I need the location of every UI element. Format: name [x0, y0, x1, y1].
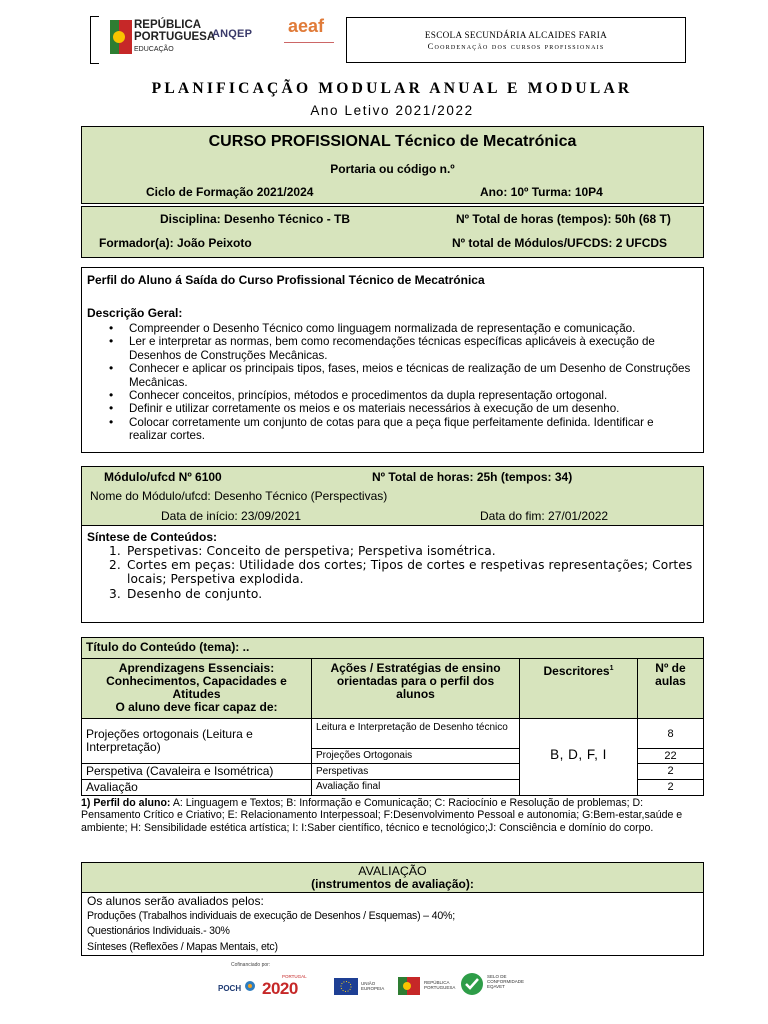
evaluation-title: AVALIAÇÃO	[358, 864, 427, 878]
school-name: ESCOLA SECUNDÁRIA ALCAIDES FARIA	[424, 30, 608, 40]
module-header	[82, 467, 703, 526]
profile-item: • Conhecer e aplicar os principais tipos, fases, meios e técnicas de realização de um Desenho de Construções Mecânicas.	[82, 362, 697, 389]
table-row-aulas: 22	[638, 749, 703, 764]
portugal-flag-icon	[398, 977, 420, 995]
portugal2020-logo: PORTUGAL 2020	[262, 974, 307, 998]
profile-item: • Ler e interpretar as normas, bem como recomendações técnicas específicas aplicáveis à execução de Desenhos de Construções Mecânicas.	[82, 335, 697, 362]
page-title: PLANIFICAÇÃO MODULAR ANUAL E MODULAR	[151, 80, 633, 97]
course-title-rest: Técnico de Mecatrónica	[395, 133, 577, 150]
evaluation-subtitle: (instrumentos de avaliação):	[311, 877, 474, 891]
eu-flag-icon	[334, 978, 358, 995]
school-box	[346, 17, 686, 63]
sintese-label: Síntese de Conteúdos:	[87, 530, 218, 544]
profile-item: • Conhecer conceitos, princípios, métodos e procedimentos da dupla representação ortogonal.	[82, 389, 697, 402]
aeaf-text: aeaf	[288, 16, 325, 36]
formador-text: Formador(a): João Peixoto	[99, 236, 252, 250]
evaluation-item: Sínteses (Reflexões / Mapas Mentais, etc)	[87, 941, 278, 953]
header-left-bracket	[90, 16, 99, 64]
profile-box	[81, 267, 704, 453]
course-title-bold: CURSO PROFISSIONAL	[208, 133, 391, 150]
poch-logo: POCH	[218, 978, 256, 998]
total-modulos-text: Nº total de Módulos/UFCDS: 2 UFCDS	[452, 236, 668, 250]
evaluation-box	[81, 862, 704, 956]
module-name: Nome do Módulo/ufcd: Desenho Técnico (Perspectivas)	[90, 489, 388, 503]
footnote	[81, 797, 701, 834]
sintese-list	[82, 544, 694, 601]
descritores-cell: B, D, F, I	[520, 719, 638, 795]
evaluation-header	[82, 863, 703, 893]
footnote-text: A: Linguagem e Textos; B: Informação e Comunicação; C: Raciocínio e Resolução de problemas; D: Pensamento Crítico e Criativo; E: Relacionamento Interpessoal; F:Desenvolvimento Pessoal e autonomia; G:Bem-estar,saúde e ambiente; H: Sensibilidade estética artística; I: I:Saber científico, técnico e tecnológico;J: Consciência e domínio do corpo.	[81, 797, 683, 834]
cofinanciado-label: Cofinanciado por:	[231, 962, 271, 968]
profile-item: • Colocar corretamente um conjunto de cotas para que a peça fique perfeitamente definida. Identificar e realizar cortes.	[82, 416, 659, 443]
table-row-aulas: 2	[667, 781, 674, 793]
course-title	[82, 133, 703, 151]
republica-line1: REPÚBLICA	[134, 19, 202, 31]
discipline-box	[81, 206, 704, 258]
description-label: Descrição Geral:	[87, 306, 183, 320]
anqep-logo: ANQEP	[212, 28, 253, 40]
table-row-acao: Perspetivas	[312, 764, 520, 780]
poch-icon	[244, 980, 256, 992]
table-row-aprendizagem: Projeções ortogonais (Leitura e Interpretação)	[82, 719, 312, 764]
table-row-aulas: 2	[638, 764, 703, 780]
module-total-horas: Nº Total de horas: 25h (tempos: 34)	[372, 470, 573, 484]
profile-heading: Perfil do Aluno á Saída do Curso Profissional Técnico de Mecatrónica	[87, 273, 485, 287]
header-aprendizagens: Aprendizagens Essenciais: Conhecimentos, Capacidades e Atitudes O aluno deve ficar capaz de:	[82, 659, 312, 719]
header-acoes: Ações / Estratégias de ensino orientadas para o perfil dos alunos	[312, 659, 520, 719]
evaluation-item: Questionários Individuais.- 30%	[87, 925, 230, 937]
total-horas-text: Nº Total de horas (tempos): 50h (68 T)	[456, 212, 671, 226]
profile-item: • Definir e utilizar corretamente os meios e os materiais necessários à execução de um desenho.	[82, 402, 697, 415]
profile-item: • Compreender o Desenho Técnico como linguagem normalizada de representação e comunicação.	[82, 322, 697, 335]
republica-line2: PORTUGUESA	[134, 31, 216, 43]
republica-footer-logo: REPÚBLICA PORTUGUESA	[398, 977, 456, 997]
module-box	[81, 466, 704, 623]
table-row-aulas: 8	[638, 719, 703, 749]
module-start-date: Data de início: 23/09/2021	[161, 509, 302, 523]
disciplina-text: Disciplina: Desenho Técnico - TB	[160, 212, 351, 226]
table-row-acao: Leitura e Interpretação de Desenho técnico	[312, 719, 520, 749]
eqavet-logo: SELO DE CONFORMIDADE EQAVET	[460, 971, 520, 999]
sintese-item: 1. Perspetivas: Conceito de perspetiva; Perspetiva isométrica.	[109, 544, 496, 558]
aeaf-logo	[284, 16, 334, 60]
evaluation-intro: Os alunos serão avaliados pelos:	[87, 894, 264, 908]
school-year: Ano Letivo 2021/2022	[310, 103, 474, 118]
content-table	[81, 637, 704, 796]
table-row-acao: Projeções Ortogonais	[312, 749, 520, 764]
sintese-item: 3. Desenho de conjunto.	[109, 586, 263, 601]
republica-flag-icon	[110, 20, 132, 54]
eu-logo: UNIÃO EUROPEIA	[334, 978, 392, 996]
course-box	[81, 126, 704, 204]
table-row-aprendizagem: Avaliação	[82, 780, 312, 795]
header-aulas: Nº de aulas	[638, 659, 703, 719]
table-row-acao: Avaliação final	[312, 780, 520, 795]
ano-turma-text: Ano: 10º Turma: 10P4	[480, 185, 603, 199]
sintese-item: 2. Cortes em peças: Utilidade dos cortes; Tipos de cortes e respetivas representações; Cortes locais; Perspetiva explodida.	[109, 558, 693, 587]
footnote-lead: 1) Perfil do aluno:	[81, 797, 171, 809]
eqavet-seal-icon	[460, 972, 484, 996]
content-title: Título do Conteúdo (tema): ..	[82, 638, 703, 659]
evaluation-item: Produções (Trabalhos individuais de execução de Desenhos / Esquemas) – 40%;	[87, 910, 455, 922]
coordination-text: Coordenação dos cursos profissionais	[427, 41, 605, 51]
module-code: Módulo/ufcd Nº 6100	[104, 470, 222, 484]
module-end-date: Data do fim: 27/01/2022	[480, 509, 609, 523]
header-descritores: Descritores$^1$	[520, 659, 638, 719]
portaria-text: Portaria ou código n.º	[330, 162, 455, 176]
republica-logo	[108, 18, 216, 58]
table-row-aprendizagem: Perspetiva (Cavaleira e Isométrica)	[82, 764, 312, 780]
republica-sub: EDUCAÇÃO	[134, 46, 174, 53]
ciclo-text: Ciclo de Formação 2021/2024	[146, 185, 314, 199]
profile-list	[82, 322, 697, 443]
